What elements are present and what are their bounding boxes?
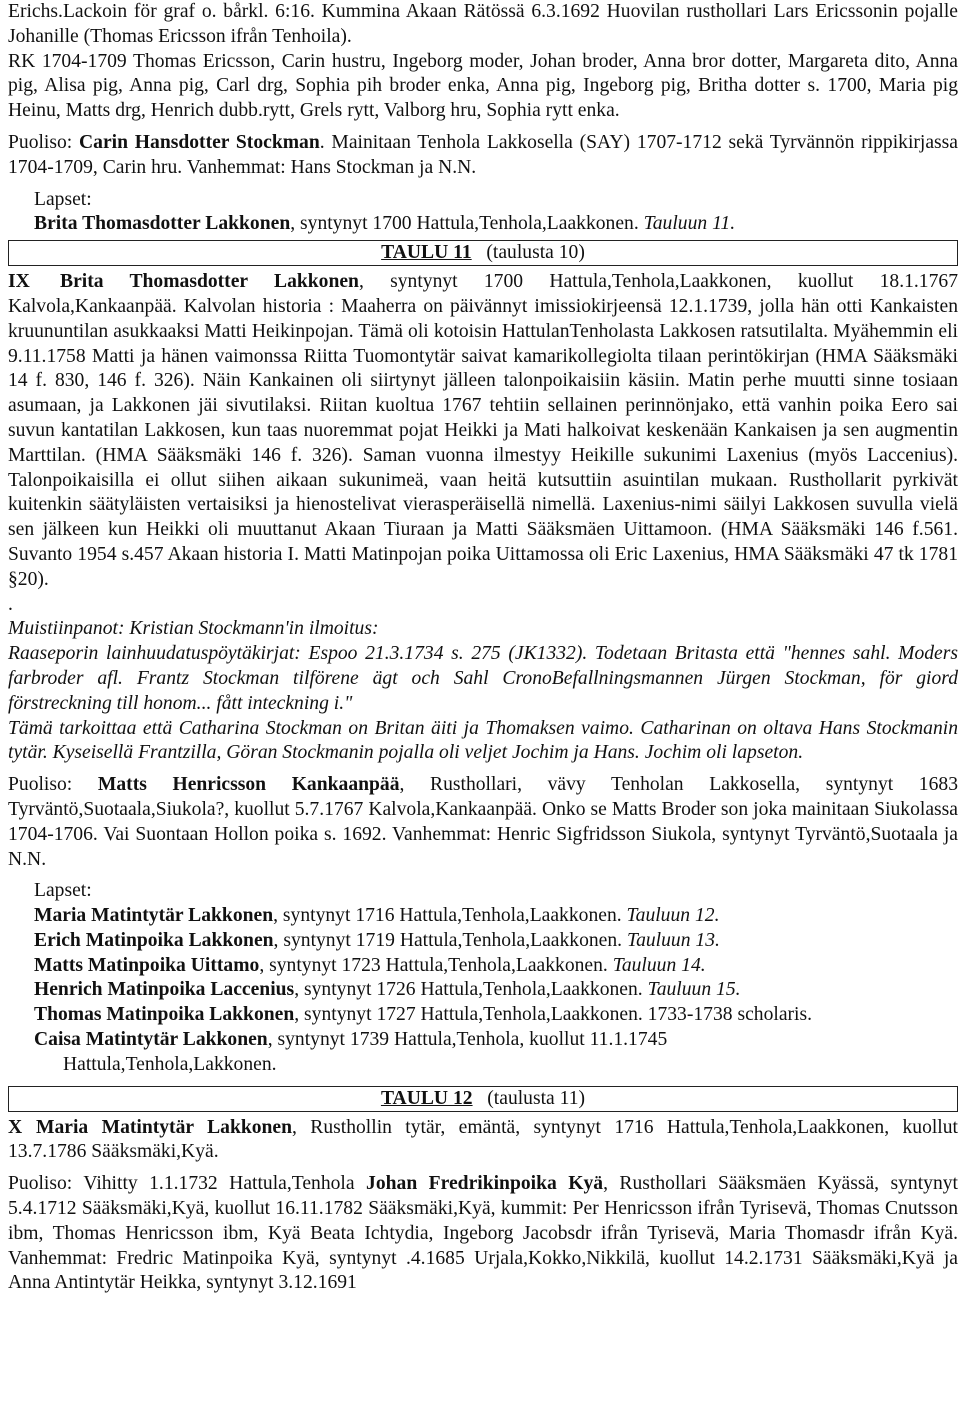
child-name: Maria Matintytär Lakkonen: [34, 905, 274, 927]
spouse-name: Carin Hansdotter Stockman: [79, 131, 320, 153]
child-entry: [8, 1003, 958, 1028]
spouse-label: Puoliso:: [8, 131, 80, 153]
document-page: [8, 0, 958, 1296]
children-list: [8, 904, 958, 1053]
separator-dot: .: [8, 593, 13, 615]
table-title: TAULU 11: [381, 242, 472, 264]
spouse-text: , Rusthollari Sääksmäen Kyässä, syntynyt 5.4.1712 Sääksmäki,Kyä, kuollut 16.11.1782 Sääksmäki,Kyä, kummit: Per Henricsson ifrån Tyrisevä, Thomas Cnutsson ibm, Thomas Henricsson ibm, Kyä Beata Ichtydia, Ingeborg Jacobsdr ifrån Tyrisevä, Maria Thomasdr ifrån Kyä. Vanhemmat: Fredric Matinpoika Kyä, syntynyt .4.1685 Urjala,Kokko,Nikkilä, kuollut 14.2.1731 Sääksmäki,Kyä ja Anna Antintytär Heikka, syntynyt 3.12.1691: [8, 1173, 958, 1294]
child-entry: [8, 904, 958, 929]
spouse-label: Puoliso:: [8, 774, 98, 796]
table-source: (taulusta 10): [486, 242, 585, 264]
spouse-name: Johan Fredrikinpoika Kyä: [366, 1173, 604, 1195]
spouse-text: . Mainitaan Tenhola Lakkosella (SAY) 1707-1712 sekä Tyrvännön rippikirjassa 1704-1709, Carin hru. Vanhemmat: Hans Stockman ja N.N.: [8, 131, 959, 178]
child-name: Matts Matinpoika Uittamo: [34, 954, 260, 976]
child-name: Thomas Matinpoika Lakkonen: [34, 1004, 295, 1026]
spouse-paragraph: [8, 773, 958, 872]
child-text: , syntynyt 1700 Hattula,Tenhola,Laakkonen.: [290, 213, 644, 235]
spouse-text: , Rusthollari, vävy Tenholan Lakkosella, syntynyt 1683 Tyrväntö,Suotaala,Siukola?, kuollut 5.7.1767 Kalvola,Kankaanpää. Onko se Matts Broder son joka mainitaan Siukolassa 1704-1706. Vai Suontaan Hollon poika s. 1692. Vanhemmat: Henric Sigfridsson Siukola, syntynyt Tyrväntö,Suotaala ja N.N.: [8, 774, 958, 870]
person-text: , Rusthollin tytär, emäntä, syntynyt 1716 Hattula,Tenhola,Laakkonen, kuollut 13.7.1786 Sääksmäki,Kyä.: [8, 1116, 958, 1163]
child-text: , syntynyt 1727 Hattula,Tenhola,Laakkonen. 1733-1738 scholaris.: [294, 1004, 813, 1026]
notes-body: Raaseporin lainhuudatuspöytäkirjat: Espoo 21.3.1734 s. 275 (JK1332). Todetaan Britasta että "hennes sahl. Moders farbroder afl. Frantz Stockman tilförene ägt och Sahl CronoBefallningsmannen Jürgen Stockman, för giord förstreckning till honom... fått inteckning i.": [8, 643, 958, 714]
table-source: (taulusta 11): [487, 1087, 586, 1109]
person-name: Maria Matintytär Lakkonen: [36, 1116, 293, 1138]
child-name: Caisa Matintytär Lakkonen: [34, 1029, 268, 1051]
child-name: Brita Thomasdotter Lakkonen: [34, 213, 291, 235]
person-text: , syntynyt 1700 Hattula,Tenhola,Laakkonen, kuollut 18.1.1767 Kalvola,Kankaanpää. Kalvolan historia : Maaherra on päivännyt imissiokirjeensä 12.1.1739, jolla hän otti Kankaisten kruununtilan asukkaaksi Matti Heikinpojan. Tämä oli kotoisin HattulanTenholasta Lakkosen ratsutilalta. Myähemmin eli 9.11.1758 Matti ja hänen vaimonssa Riitta Tuomontytär saivat kamarikollegiolta tilaan perintökirjan (HMA Sääksmäki 14 f. 830, 146 f. 326). Näin Kankainen oli siirtynyt jälleen talonpoikaisiin käsiin. Matin perhe muutti sinne tosiaan asumaan, ja Lakkonen jäi sivutilaksi. Riitan kuoltua 1767 tehtiin sellainen perinnönjako, että vanhin poika Eero sai suvun kantatilan Lakkosen, kun taas nuoremmat pojat Heikki ja Mati halkoivat keskenään Kankaisen ja sen augmentin Marttilan. (HMA Sääksmäki 146 f. 326). Saman vuonna ilmestyy Heikille sukunimi Laxenius (myös Laccenius). Talonpoikaisilla ei ollut siihen aikaan sukunimeä, vaan heitä kutsuttiin asuintilan mukaan. Rusthollarit pyrkivät kuitenkin säätyläisten vertaisiksi ja hienostelivat vierasperäisellä nimellä. Laxenius-nimi säilyi Lakkosen suvulla vielä sen jälkeen kun Heikki oli muuttanut Akaan Tiuraan ja Matti Sääksmäen Uittamoon. (HMA Sääksmäki 146 f.561. Suvanto 1954 s.457 Akaan historia I. Matti Matinpojan poika Uittamossa oli Eric Laxenius, HMA Sääksmäki 47 tk 1781 §20).: [8, 271, 958, 590]
child-ref: Tauluun 11.: [643, 213, 736, 235]
child-ref: Tauluun 13.: [626, 929, 720, 951]
notes-heading: Muistiinpanot: Kristian Stockmann'in ilmoitus:: [8, 618, 379, 640]
children-label: Lapset:: [34, 188, 92, 210]
child-ref: Tauluun 14.: [612, 954, 706, 976]
child-text: , syntynyt 1726 Hattula,Tenhola,Laakkonen.: [294, 979, 648, 1001]
child-ref: Tauluun 15.: [647, 979, 741, 1001]
child-entry: [8, 954, 958, 979]
person-name: Brita Thomasdotter Lakkonen: [60, 271, 359, 293]
spouse-paragraph: [8, 131, 958, 181]
child-entry: [8, 929, 958, 954]
rk-paragraph: RK 1704-1709 Thomas Ericsson, Carin hustru, Ingeborg moder, Johan broder, Anna bror dotter, Margareta dito, Anna pig, Alisa pig, Anna pig, Carl drg, Sophia pih broder enka, Anna pig, Ingeborg pig, Britha dotter s. 1700, Maria pig Heinu, Matts drg, Henrich dubb.rytt, Grels rytt, Valborg hru, Sophia rytt enka.: [8, 50, 958, 122]
spouse-name: Matts Henricsson Kankaanpää: [97, 774, 400, 796]
table-header-12: [8, 1086, 958, 1112]
child-entry: [8, 212, 958, 237]
generation-number: IX: [8, 271, 30, 293]
child-text: , syntynyt 1716 Hattula,Tenhola,Laakkonen.: [273, 905, 627, 927]
child-name: Henrich Matinpoika Laccenius: [34, 979, 295, 1001]
child-text: , syntynyt 1719 Hattula,Tenhola,Laakkonen.: [273, 929, 627, 951]
person-paragraph: [8, 270, 958, 592]
child-text: , syntynyt 1739 Hattula,Tenhola, kuollut 11.1.1745: [267, 1029, 668, 1051]
child-ref: Tauluun 12.: [626, 905, 720, 927]
person-paragraph: [8, 1116, 958, 1166]
table-title: TAULU 12: [380, 1087, 473, 1109]
child-text: , syntynyt 1723 Hattula,Tenhola,Laakkonen.: [259, 954, 613, 976]
generation-number: X: [8, 1116, 23, 1138]
children-label: Lapset:: [34, 880, 92, 902]
spouse-label: Puoliso: Vihitty 1.1.1732 Hattula,Tenhola: [8, 1173, 367, 1195]
notes-body-2: Tämä tarkoittaa että Catharina Stockman on Britan äiti ja Thomaksen vaimo. Catharinan on oltava Hans Stockmanin tytär. Kyseisellä Frantzilla, Göran Stockmanin pojalla oli veljet Jochim ja Hans. Jochim oli lapseton.: [8, 717, 958, 764]
child-entry: [8, 1028, 958, 1053]
spouse-paragraph: [8, 1172, 958, 1296]
child-continuation: Hattula,Tenhola,Lakkonen.: [63, 1053, 277, 1075]
child-name: Erich Matinpoika Lakkonen: [34, 929, 274, 951]
intro-paragraph: Erichs.Lackoin för graf o. bårkl. 6:16. Kummina Akaan Rätössä 6.3.1692 Huovilan rusthollari Lars Ericssonin pojalle Johanille (Thomas Ericsson ifrån Tenhoila).: [8, 1, 958, 47]
child-entry: [8, 978, 958, 1003]
table-header-11: [8, 240, 958, 266]
